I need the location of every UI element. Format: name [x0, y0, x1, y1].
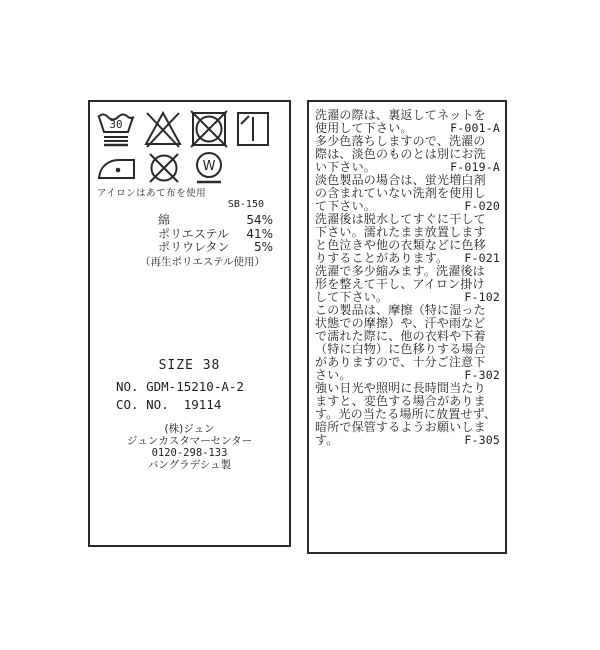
note-text: 強い日光や照明に長時間当たり — [315, 381, 486, 395]
care-symbols-row-1 — [95, 108, 271, 150]
do-not-bleach-icon — [143, 108, 183, 150]
note-text: 形を整えて干し、アイロン掛け — [315, 277, 485, 291]
note-text: りすることがあります。 — [315, 251, 449, 265]
material-name: ポリエステル — [158, 226, 229, 241]
note-text: で濡れた際に、他の衣料や下着 — [315, 329, 486, 343]
phone-number: 0120-298-133 — [151, 447, 228, 459]
do-not-dry-clean-icon — [145, 151, 183, 185]
note-text: て下さい。 — [315, 199, 377, 213]
composition-row — [90, 214, 289, 228]
size-label: SIZE 38 — [158, 358, 221, 373]
note-text: がありますので、十分ご注意下 — [315, 355, 486, 369]
company-number: CO. NO. 19114 — [116, 397, 222, 412]
note-code: F-302 — [464, 368, 500, 382]
note-text: さい。 — [315, 368, 352, 382]
do-not-tumble-dry-icon — [189, 108, 229, 150]
note-text: 洗濯の際は、裏返してネットを — [315, 108, 486, 122]
material-percent: 41% — [246, 226, 273, 241]
company-name: (株)ジュン — [164, 423, 215, 435]
note-text: 淡色製品の場合は、蛍光増白剤 — [315, 173, 486, 187]
note-text: い下さい。 — [315, 160, 377, 174]
note-code: F-019-A — [450, 160, 500, 174]
note-text: す。光の当たる場所に放置せず、 — [315, 407, 497, 421]
note-text: （特に白物）に色移りする場合 — [315, 342, 486, 356]
note-text: 下さい。濡れたまま放置します — [315, 225, 486, 239]
note-code: F-305 — [464, 433, 500, 447]
svg-text:30: 30 — [109, 118, 123, 131]
customer-center: ジュンカスタマーセンター — [126, 435, 253, 447]
material-name: 綿 — [158, 213, 171, 227]
quality-code: SB-150 — [227, 199, 264, 210]
note-text: して下さい。 — [315, 290, 389, 304]
fabric-composition — [90, 214, 289, 255]
note-line — [315, 434, 500, 447]
composition-row — [90, 241, 289, 255]
material-percent: 54% — [246, 213, 273, 227]
note-text: 際は、淡色のものとは別にお洗 — [315, 147, 486, 161]
care-symbols-row-2 — [97, 151, 227, 185]
composition-row — [90, 228, 289, 242]
note-text: の含まれていない洗剤を使用し — [315, 186, 486, 200]
care-instructions-panel — [88, 100, 291, 547]
wash-30-gentle-icon — [95, 108, 137, 150]
note-code: F-021 — [464, 251, 500, 265]
material-percent: 5% — [253, 240, 273, 254]
note-text: 暗所で保管するようお願いしま — [315, 420, 486, 434]
iron-low-icon — [97, 151, 137, 185]
material-name: ポリウレタン — [158, 240, 230, 254]
note-text: す。 — [315, 433, 339, 447]
note-text: この製品は、摩擦（特に湿った — [315, 303, 486, 317]
line-dry-in-shade-icon — [235, 108, 271, 150]
note-text: ますと、変色する場合がありま — [315, 394, 486, 408]
company-block — [90, 423, 289, 471]
item-number: NO. GDM-15210-A-2 — [116, 379, 244, 394]
note-code: F-001-A — [450, 121, 500, 135]
iron-note: アイロンはあて布を使用 — [97, 188, 207, 199]
recycled-note: （再生ポリエステル使用） — [140, 256, 266, 268]
note-text: 多少色落ちしますので、洗濯の — [315, 134, 486, 148]
note-text: と色泣きや他の衣類などに色移 — [315, 238, 486, 252]
washing-notes-panel — [307, 100, 507, 554]
note-text: 洗濯で多少縮みます。洗濯後は — [315, 264, 485, 278]
note-text: 洗濯後は脱水してすぐに干して — [315, 212, 486, 226]
wet-clean-gentle-icon — [191, 151, 227, 185]
svg-text:W: W — [202, 159, 216, 174]
note-code: F-102 — [464, 290, 500, 304]
note-text: 使用して下さい。 — [315, 121, 413, 135]
country-of-origin: バングラデシュ製 — [147, 459, 232, 471]
note-text: 状態での摩擦）や、汗や雨など — [315, 316, 486, 330]
note-code: F-020 — [464, 199, 500, 213]
